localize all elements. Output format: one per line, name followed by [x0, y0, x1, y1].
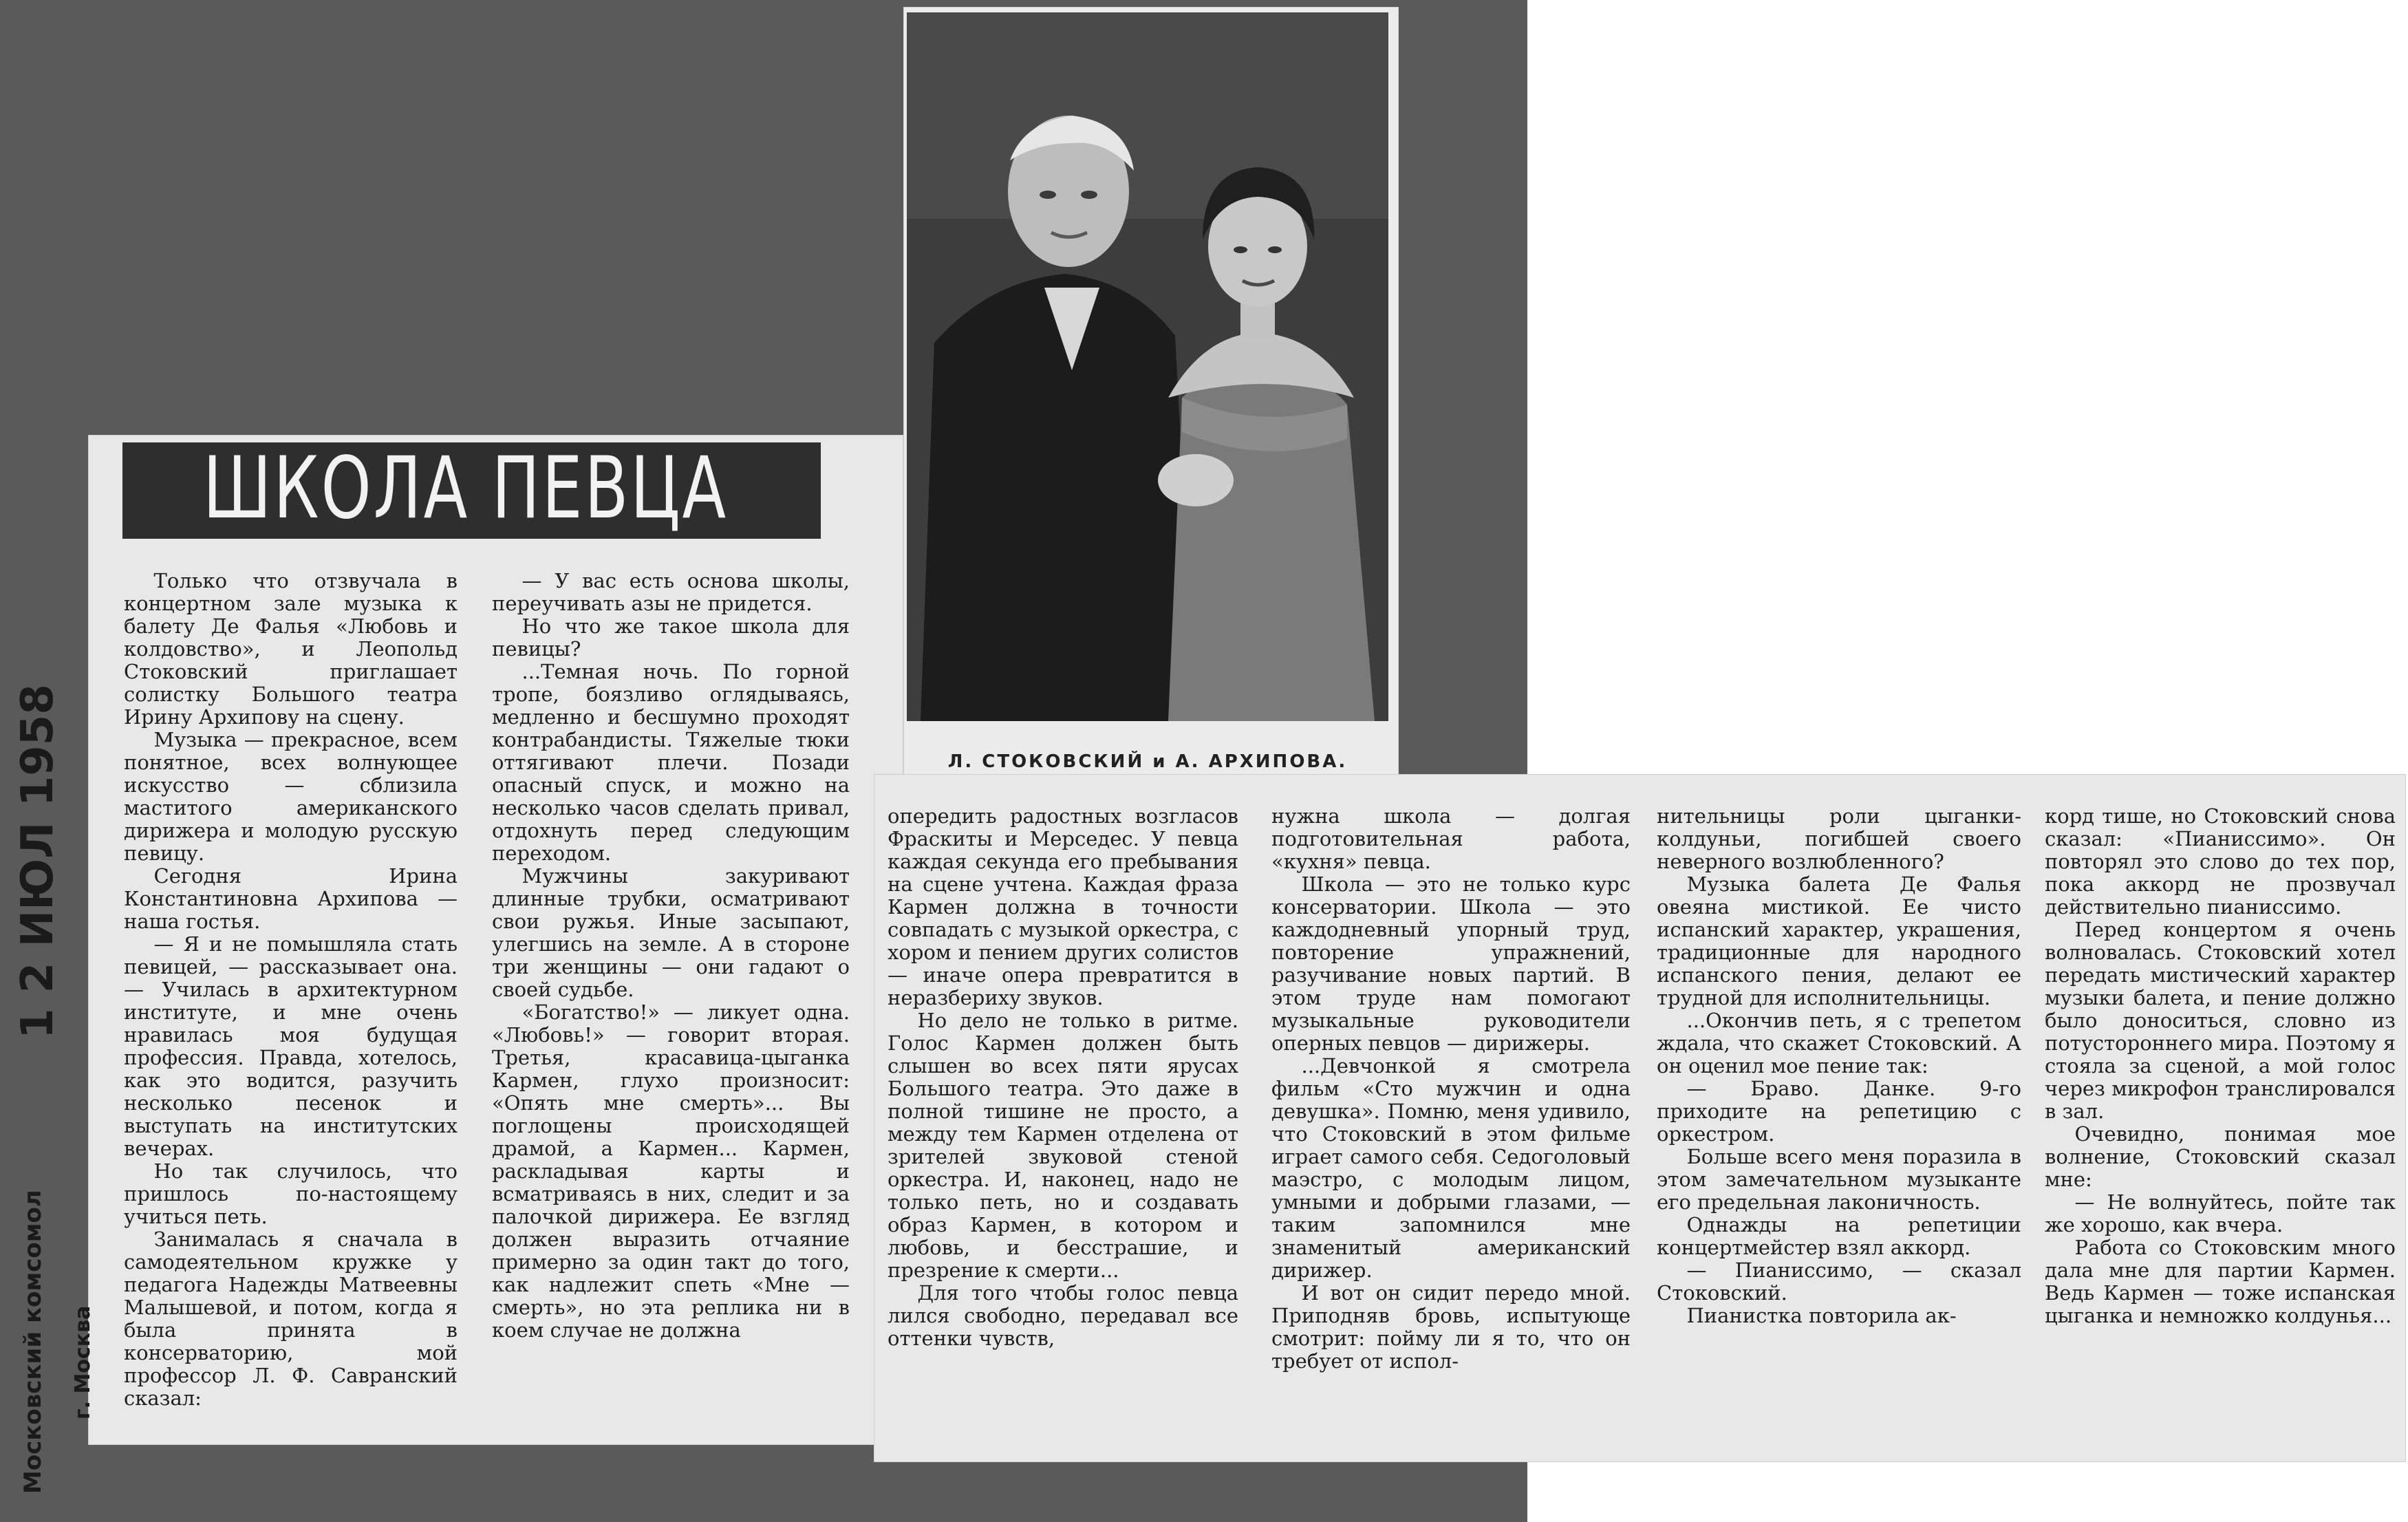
article-column-4 — [1271, 805, 1631, 1431]
article-column-2 — [492, 570, 850, 1416]
paragraph: — Браво. Данке. 9-го приходите на репетицию с оркестром. — [1657, 1077, 2021, 1146]
paragraph: нительницы роли цыганки-колдуньи, погибшей своего неверного возлюбленного? — [1657, 805, 2021, 873]
paragraph: Пианистка повторила ак- — [1686, 1304, 1957, 1327]
article-column-5 — [1657, 805, 2021, 1431]
paragraph: ...Девчонкой я смотрела фильм «Сто мужчин и одна девушка». Помню, меня удивило, что Стоковский в этом фильме играет самого себя. Седоголовый маэстро, с молодым лицом, умными и добрыми глазами, — таким запомнился мне знаменитый американский дирижер. — [1271, 1054, 1631, 1282]
paragraph: ...Окончив петь, я с трепетом ждала, что скажет Стоковский. А он оценил мое пение так: — [1657, 1009, 2021, 1078]
article-column-6 — [2045, 805, 2396, 1431]
paragraph: Школа — это не только курс консерватории. Школа — это каждодневный упорный труд, повторение упражнений, разучивание новых партий. В этом труде нам помогают музыкальные руководители оперных певцов — дирижеры. — [1271, 872, 1631, 1055]
photo-caption: Л. СТОКОВСКИЙ и А. АРХИПОВА. — [947, 751, 1348, 772]
paragraph: — Пианиссимо, — сказал Стоковский. — [1657, 1258, 2021, 1305]
paragraph: Больше всего меня поразила в этом замечательном музыканте его предельная лаконичность. — [1657, 1145, 2021, 1214]
paragraph: Очевидно, понимая мое волнение, Стоковский сказал мне: — [2045, 1122, 2396, 1191]
paragraph: «Богатство!» — ликует одна. «Любовь!» — говорит вторая. Третья, красавица-цыганка Кармен, глухо произносит: «Опять мне смерть»... Вы поглощены происходящей драмой, а Кармен... Кармен, раскладывая карты и всматриваясь в них, следит и за палочкой дирижера. Ее взгляд должен выразить отчаяние примерно за один такт до того, как надлежит спеть «Мне — смерть», но эта реплика ни в коем случае не должна — [492, 1000, 850, 1342]
date-stamp: 1 2 ИЮЛ 1958 — [12, 684, 63, 1039]
article-column-3 — [888, 805, 1238, 1431]
paragraph: — У вас есть основа школы, переучивать азы не придется. — [492, 570, 850, 615]
paragraph: — Не волнуйтесь, пойте так же хорошо, как вчера. — [2045, 1190, 2396, 1236]
paragraph: Музыка балета Де Фалья овеяна мистикой. Ее чисто испанский характер, украшения, традиционные для народного испанского пения, делают ее трудной для исполнительницы. — [1657, 872, 2021, 1009]
paragraph: Но так случилось, что пришлось по-настоящему учиться петь. — [124, 1159, 458, 1228]
article-column-1 — [124, 570, 458, 1416]
paragraph: Работа со Стоковским много дала мне для партии Кармен. Ведь Кармен — тоже испанская цыганка и немножко колдунья... — [2045, 1236, 2396, 1327]
paragraph: корд тише, но Стоковский снова сказал: «Пианиссимо». Он повторял это слово до тех пор, пока аккорд не прозвучал действительно пианиссимо. — [2045, 805, 2396, 919]
portrait-photo-drawing — [907, 12, 1388, 721]
newspaper-stamp: Московский комсомол — [19, 1190, 47, 1494]
paragraph: Для того чтобы голос певца лился свободно, передавал все оттенки чувств, — [888, 1281, 1238, 1350]
paragraph: Музыка — прекрасное, всем понятное, всех волнующее искусство — сблизила маститого американского дирижера и молодую русскую певицу. — [124, 728, 458, 865]
paragraph: ...Темная ночь. По горной тропе, боязливо оглядываясь, медленно и бесшумно проходят контрабандисты. Тяжелые тюки оттягивают плечи. Позади опасный спуск, и можно на несколько часов сделать привал, отдохнуть перед следующим переходом. — [492, 660, 850, 865]
paragraph: Однажды на репетиции концертмейстер взял аккорд. — [1657, 1213, 2021, 1259]
paragraph: — Я и не помышляла стать певицей, — рассказывает она. — Училась в архитектурном институте, и мне очень нравилась моя будущая профессия. Правда, хотелось, как это водится, разучить несколько песенок и выступать на институтских вечерах. — [124, 932, 458, 1160]
article-headline: ШКОЛА ПЕВЦА — [203, 439, 729, 538]
paragraph: Но дело не только в ритме. Голос Кармен должен быть слышен во всех пяти ярусах Большого театра. Это даже в полной тишине не просто, а между тем Кармен отделена от зрителей звуковой стеной оркестра. И, наконец, надо не только петь, но и создавать образ Кармен, в котором и любовь, и бесстрашие, и презрение к смерти... — [888, 1009, 1238, 1282]
paragraph: Но что же такое школа для певицы? — [492, 614, 850, 661]
paragraph: И вот он сидит передо мной. Приподняв бровь, испытующе смотрит: пойму ли я то, что он требует от испол- — [1271, 1281, 1631, 1373]
paragraph: Только что отзвучала в концертном зале музыка к балету Де Фалья «Любовь и колдовство», и Леопольд Стоковский приглашает солистку Большого театра Ирину Архипову на сцену. — [124, 570, 458, 729]
paragraph: Сегодня Ирина Константиновна Архипова — наша гостья. — [124, 864, 458, 933]
paragraph: опередить радостных возгласов Фраскиты и Мерседес. У певца каждая секунда его пребывания на сцене учтена. Каждая фраза Кармен должна в точности совпадать с музыкой оркестра, с хором и пением других солистов — иначе опера превратится в неразбериху звуков. — [888, 805, 1238, 1009]
paragraph: Занималась я сначала в самодеятельном кружке у педагога Надежды Матвеевны Малышевой, и потом, когда я была принята в консерваторию, мой профессор Л. Ф. Савранский сказал: — [124, 1228, 458, 1410]
paragraph: Мужчины закуривают длинные трубки, осматривают свои ружья. Иные засыпают, улегшись на земле. А в стороне три женщины — они гадают о своей судьбе. — [492, 864, 850, 1001]
paragraph: Перед концертом я очень волновалась. Стоковский хотел передать мистический характер музыки балета, и пение должно было доноситься, словно из потустороннего мира. Поэтому я стояла за сценой, а мой голос через микрофон транслировался в зал. — [2045, 918, 2396, 1123]
paragraph: нужна школа — долгая подготовительная работа, «кухня» певца. — [1271, 805, 1631, 873]
city-stamp: г. Москва — [71, 1305, 95, 1419]
portrait-photo — [907, 12, 1388, 721]
